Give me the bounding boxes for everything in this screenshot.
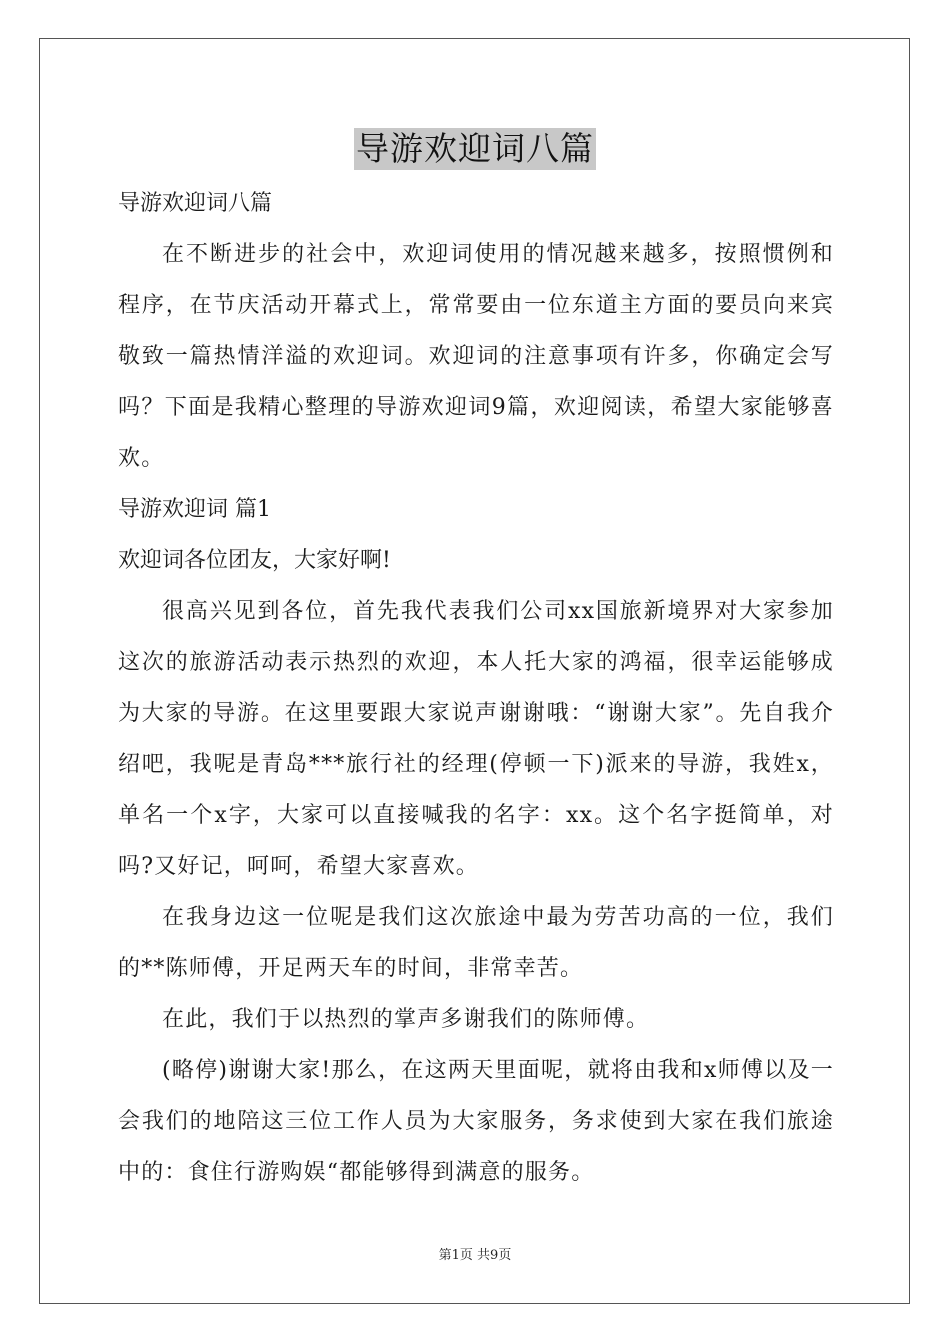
page-footer — [0, 1244, 950, 1263]
document-body — [118, 178, 834, 1198]
document-title: 导游欢迎词八篇 — [356, 129, 594, 168]
body-paragraph: 在我身边这一位呢是我们这次旅途中最为劳苦功高的一位，我们的**陈师傅，开足两天车的时间，非常幸苦。 — [118, 905, 834, 981]
title-container — [0, 128, 950, 170]
greeting-line: 欢迎词各位团友，大家好啊! — [118, 548, 391, 573]
document-subtitle: 导游欢迎词八篇 — [118, 191, 273, 216]
body-paragraph: (略停)谢谢大家!那么，在这两天里面呢，就将由我和x师傅以及一会我们的地陪这三位工作人员为大家服务，务求使到大家在我们旅途中的：食住行游购娱“都能够得到满意的服务。 — [118, 1058, 834, 1185]
section-heading: 导游欢迎词 篇1 — [118, 497, 271, 522]
intro-paragraph: 在不断进步的社会中，欢迎词使用的情况越来越多，按照惯例和程序，在节庆活动开幕式上，常常要由一位东道主方面的要员向来宾敬致一篇热情洋溢的欢迎词。欢迎词的注意事项有许多，你确定会写吗？下面是我精心整理的导游欢迎词9篇，欢迎阅读，希望大家能够喜欢。 — [118, 242, 834, 471]
body-paragraph: 很高兴见到各位，首先我代表我们公司xx国旅新境界对大家参加这次的旅游活动表示热烈的欢迎，本人托大家的鸿福，很幸运能够成为大家的导游。在这里要跟大家说声谢谢哦：“谢谢大家”。先自我介绍吧，我呢是青岛***旅行社的经理(停顿一下)派来的导游，我姓x，单名一个x字，大家可以直接喊我的名字：xx。这个名字挺简单，对吗?又好记，呵呵，希望大家喜欢。 — [118, 599, 834, 879]
body-paragraph: 在此，我们于以热烈的掌声多谢我们的陈师傅。 — [162, 1007, 650, 1032]
page-number-label: 第1页 共9页 — [438, 1248, 512, 1263]
